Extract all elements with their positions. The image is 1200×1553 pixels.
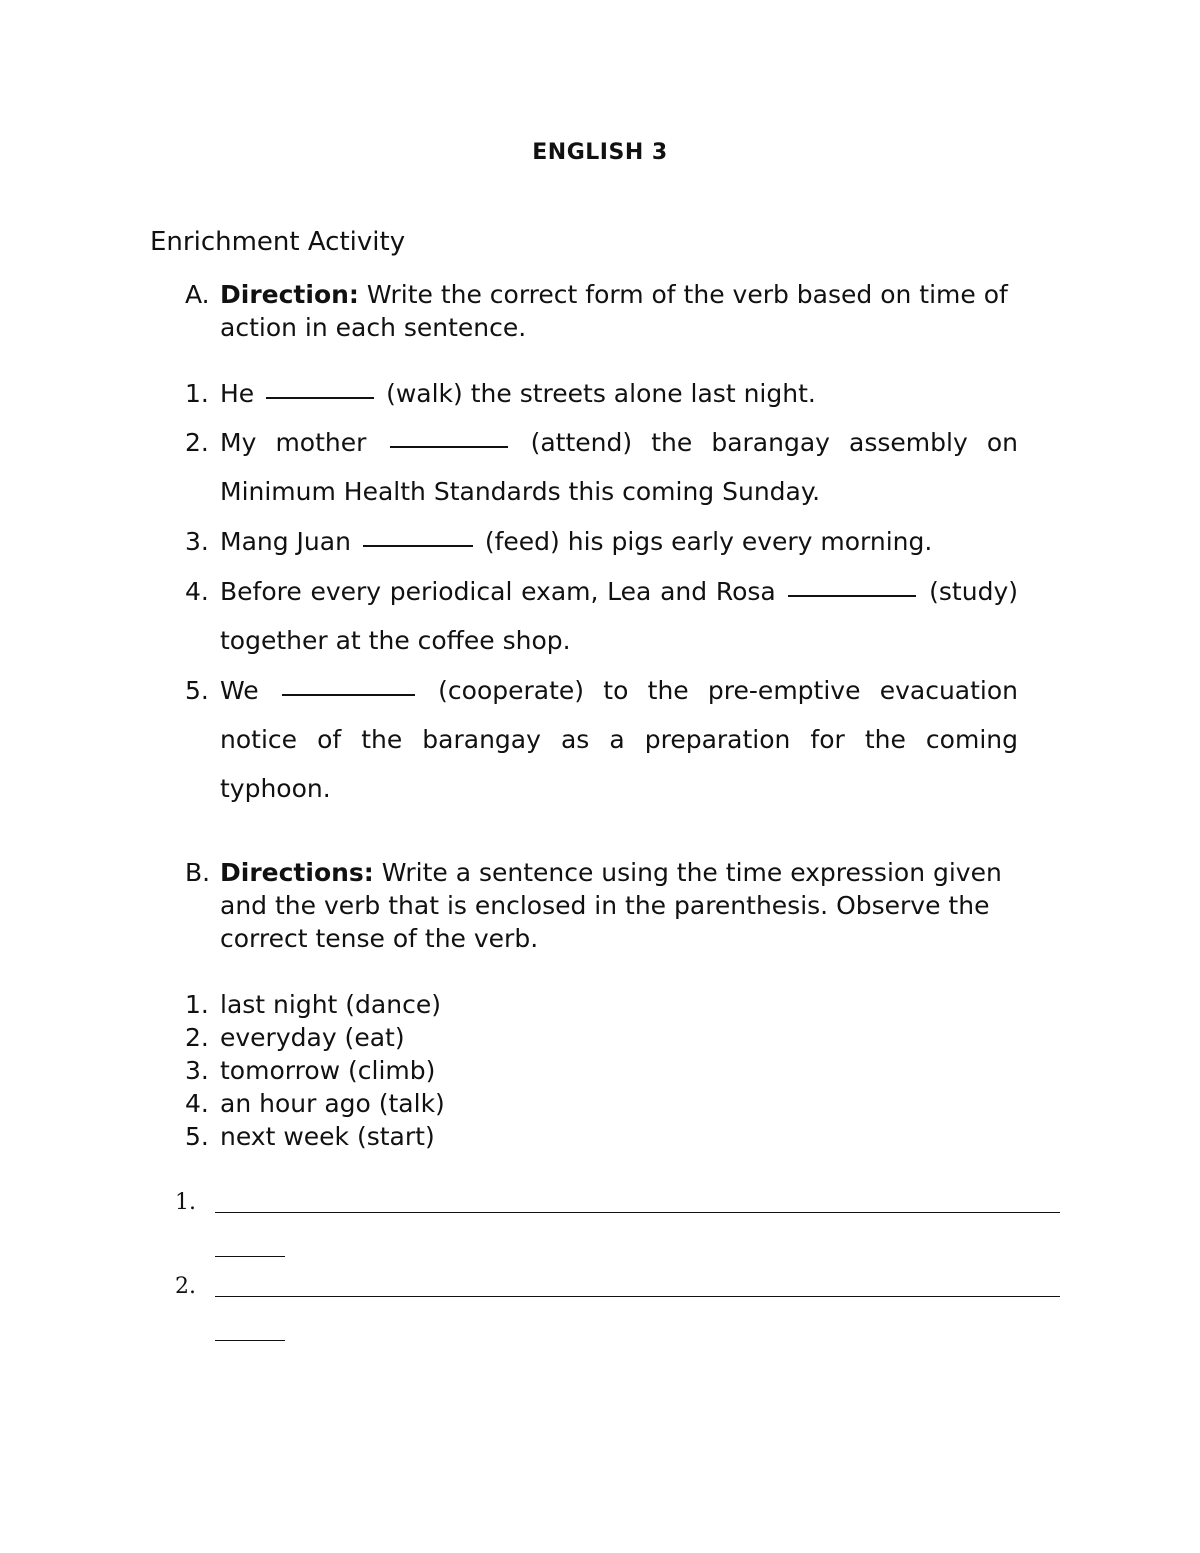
list-item-a1: 1. He (walk) the streets alone last night. xyxy=(185,379,816,408)
list-item-b5: 5. next week (start) xyxy=(185,1122,435,1151)
section-a-text: Write the correct form of the verb based on time of action in each sentence. xyxy=(220,280,1008,342)
answer-blank-a1[interactable] xyxy=(266,396,374,399)
section-b-text: Write a sentence using the time expression given and the verb that is enclosed in the parenthesis. Observe the correct tense of the verb. xyxy=(220,858,1002,953)
section-b-label: Directions: xyxy=(220,858,374,887)
list-item-a5: 5. We (cooperate) to the pre-emptive evacuation notice of the barangay as a preparation for the coming typhoon. xyxy=(185,676,1019,803)
answer-number-2: 2. xyxy=(175,1274,196,1299)
list-item-b1: 1. last night (dance) xyxy=(185,990,441,1019)
list-item-a3: 3. Mang Juan (feed) his pigs early every morning. xyxy=(185,527,933,556)
activity-heading: Enrichment Activity xyxy=(150,227,406,257)
list-item-a4: 4. Before every periodical exam, Lea and Rosa (study) together at the coffee shop. xyxy=(185,577,1018,655)
section-b-letter: B. xyxy=(185,858,211,887)
section-a-letter: A. xyxy=(185,280,210,309)
list-item-b4: 4. an hour ago (talk) xyxy=(185,1089,445,1118)
writing-line-short-2[interactable] xyxy=(215,1340,285,1341)
answer-blank-a5[interactable] xyxy=(282,693,415,696)
answer-number-1: 1. xyxy=(175,1190,196,1215)
writing-line-short-1[interactable] xyxy=(215,1256,285,1257)
answer-blank-a3[interactable] xyxy=(363,544,473,547)
section-a-directions xyxy=(185,278,1020,344)
page-title: ENGLISH 3 xyxy=(532,140,668,165)
section-a-label: Direction: xyxy=(220,280,359,309)
answer-blank-a4[interactable] xyxy=(788,594,916,597)
list-item-b3: 3. tomorrow (climb) xyxy=(185,1056,436,1085)
list-item-b2: 2. everyday (eat) xyxy=(185,1023,405,1052)
writing-line-long-2[interactable] xyxy=(215,1296,1060,1297)
section-b-directions xyxy=(185,856,1020,955)
answer-blank-a2[interactable] xyxy=(390,445,508,448)
writing-line-long-1[interactable] xyxy=(215,1212,1060,1213)
answer-line-1 xyxy=(175,1190,196,1215)
answer-line-2 xyxy=(175,1274,196,1299)
list-item-a2: 2. My mother (attend) the barangay assembly on Minimum Health Standards this coming Sunday. xyxy=(185,428,1018,506)
